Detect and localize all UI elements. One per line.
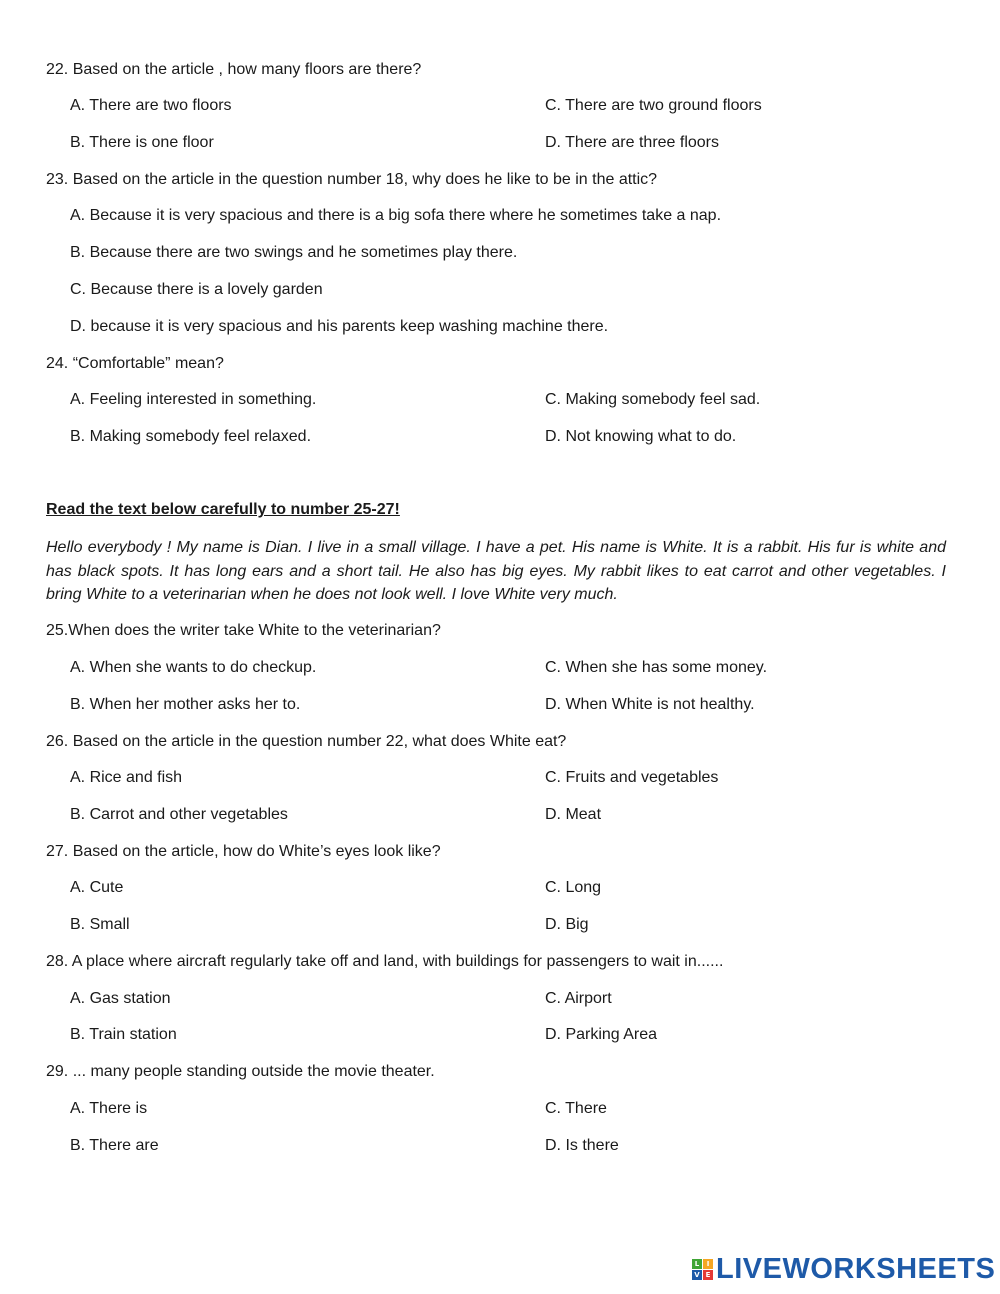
logo-block-v: V (692, 1270, 702, 1280)
reading-heading: Read the text below carefully to number 25-27! (46, 501, 400, 518)
option-28-a[interactable]: A. Gas station (70, 990, 171, 1007)
question-23: 23. Based on the article in the question number 18, why does he like to be in the attic? (46, 171, 658, 188)
logo-blocks-icon (692, 1259, 713, 1280)
option-27-d[interactable]: D. Big (545, 916, 589, 933)
option-29-a[interactable]: A. There is (70, 1100, 148, 1117)
option-26-b[interactable]: B. Carrot and other vegetables (70, 806, 288, 823)
option-28-c[interactable]: C. Airport (545, 990, 612, 1007)
option-25-b[interactable]: B. When her mother asks her to. (70, 696, 301, 713)
option-22-d[interactable]: D. There are three floors (545, 134, 720, 151)
option-25-d[interactable]: D. When White is not healthy. (545, 696, 755, 713)
question-28: 28. A place where aircraft regularly take off and land, with buildings for passengers to wait in...... (46, 953, 724, 970)
logo-block-i: I (703, 1259, 713, 1269)
liveworksheets-logo (692, 1253, 995, 1285)
option-23-a[interactable]: A. Because it is very spacious and there is a big sofa there where he sometimes take a nap. (70, 207, 722, 224)
question-27: 27. Based on the article, how do White’s eyes look like? (46, 843, 441, 860)
option-26-d[interactable]: D. Meat (545, 806, 602, 823)
option-22-b[interactable]: B. There is one floor (70, 134, 214, 151)
option-29-c[interactable]: C. There (545, 1100, 607, 1117)
option-25-a[interactable]: A. When she wants to do checkup. (70, 659, 317, 676)
reading-passage: Hello everybody ! My name is Dian. I live in a small village. I have a pet. His name is White. It is a rabbit. His fur is white and has black spots. It has long ears and a short tail. He also has big eyes. My rabbit likes to eat carrot and other vegetables. I bring White to a veterinarian when he does not look well. I love White very much. (46, 539, 946, 603)
question-22: 22. Based on the article , how many floors are there? (46, 61, 422, 78)
option-29-d[interactable]: D. Is there (545, 1137, 619, 1154)
option-23-b[interactable]: B. Because there are two swings and he sometimes play there. (70, 244, 518, 261)
option-25-c[interactable]: C. When she has some money. (545, 659, 768, 676)
option-24-d[interactable]: D. Not knowing what to do. (545, 428, 737, 445)
option-26-c[interactable]: C. Fruits and vegetables (545, 769, 719, 786)
option-22-c[interactable]: C. There are two ground floors (545, 97, 762, 114)
option-27-c[interactable]: C. Long (545, 879, 602, 896)
option-24-c[interactable]: C. Making somebody feel sad. (545, 391, 761, 408)
option-23-c[interactable]: C. Because there is a lovely garden (70, 281, 323, 298)
option-26-a[interactable]: A. Rice and fish (70, 769, 183, 786)
option-23-d[interactable]: D. because it is very spacious and his parents keep washing machine there. (70, 318, 609, 335)
option-27-b[interactable]: B. Small (70, 916, 130, 933)
logo-block-e: E (703, 1270, 713, 1280)
question-24: 24. “Comfortable” mean? (46, 355, 224, 372)
question-29: 29. ... many people standing outside the movie theater. (46, 1063, 435, 1080)
option-22-a[interactable]: A. There are two floors (70, 97, 232, 114)
option-24-a[interactable]: A. Feeling interested in something. (70, 391, 317, 408)
question-26: 26. Based on the article in the question number 22, what does White eat? (46, 733, 567, 750)
logo-text: LIVEWORKSHEETS (716, 1253, 996, 1285)
option-28-d[interactable]: D. Parking Area (545, 1026, 658, 1043)
option-29-b[interactable]: B. There are (70, 1137, 159, 1154)
option-27-a[interactable]: A. Cute (70, 879, 124, 896)
logo-block-l: L (692, 1259, 702, 1269)
option-28-b[interactable]: B. Train station (70, 1026, 177, 1043)
option-24-b[interactable]: B. Making somebody feel relaxed. (70, 428, 312, 445)
question-25: 25.When does the writer take White to the veterinarian? (46, 622, 441, 639)
